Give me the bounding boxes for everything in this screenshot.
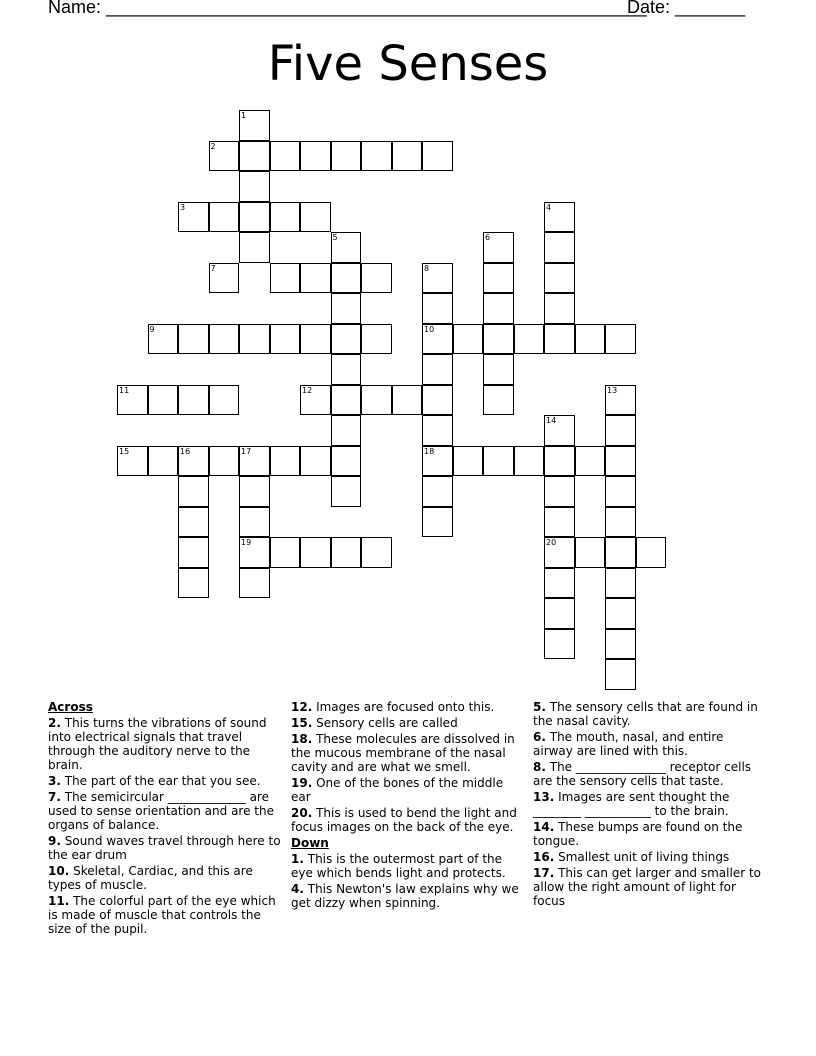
grid-cell[interactable] [361,263,392,294]
clue-number-label: 5 [332,233,338,242]
clue-text: Images are sent thought the ________ ___________ to the brain. [533,790,730,818]
grid-cell[interactable] [422,324,453,355]
grid-cell[interactable] [117,446,148,477]
grid-cell[interactable] [270,202,301,233]
clue-text: One of the bones of the middle ear [291,776,504,804]
clue-number-label: 14 [546,416,557,425]
clue-number-label: 2 [210,141,216,151]
grid-cell[interactable] [422,263,453,294]
clue-number-label: 8 [424,263,430,273]
grid-cell[interactable] [605,629,636,660]
grid-cell[interactable] [331,415,362,446]
clue-text: This is the outermost part of the eye which bends light and protects. [291,852,506,880]
clue-text: The colorful part of the eye which is made of muscle that controls the size of the pupil. [48,894,276,936]
clue-item [48,834,284,862]
clue-number: 18. [291,732,313,746]
grid-cell[interactable] [514,446,545,477]
grid-cell[interactable] [331,385,362,416]
clue-number: 12. [291,700,313,714]
grid-cell[interactable] [331,537,362,568]
clue-item [291,776,523,804]
grid-cell[interactable] [361,385,392,416]
clue-item [48,790,284,832]
grid-cell[interactable] [178,537,209,568]
grid-cell[interactable] [209,324,240,355]
grid-cell[interactable] [605,415,636,446]
grid-cell[interactable] [422,141,453,172]
grid-cell[interactable] [483,263,514,294]
grid-cell[interactable] [300,446,331,477]
clue-number-label: 16 [180,446,191,456]
clue-text: The semicircular _____________ are used to sense orientation and are the organs of balance. [48,790,274,832]
grid-cell[interactable] [483,446,514,477]
clue-column-2 [291,700,523,912]
grid-cell[interactable] [483,324,514,355]
clue-text: Skeletal, Cardiac, and this are types of muscle. [48,864,253,892]
grid-cell[interactable] [239,537,270,568]
clue-text: These bumps are found on the tongue. [533,820,743,848]
grid-cell[interactable] [209,141,240,172]
clue-number: 19. [291,776,313,790]
clue-item [533,850,767,864]
clue-item [291,732,523,774]
grid-cell[interactable] [605,385,636,416]
grid-cell[interactable] [239,141,270,172]
clue-number: 11. [48,894,70,908]
clue-number: 14. [533,820,555,834]
clue-item [533,760,767,788]
clue-number-label: 12 [302,385,313,395]
grid-cell[interactable] [605,324,636,355]
grid-cell[interactable] [392,385,423,416]
grid-cell[interactable] [361,324,392,355]
grid-cell[interactable] [209,263,240,294]
across-heading: Across [48,700,93,714]
clue-column-1 [48,700,284,938]
grid-cell[interactable] [422,476,453,507]
grid-cell[interactable] [544,263,575,294]
clue-item [291,716,523,730]
grid-cell[interactable] [605,537,636,568]
grid-cell[interactable] [636,537,667,568]
clue-item [533,730,767,758]
clue-number-label: 3 [180,202,186,212]
grid-cell[interactable] [483,385,514,416]
clue-item [291,806,523,834]
grid-cell[interactable] [270,263,301,294]
grid-cell[interactable] [300,141,331,172]
grid-cell[interactable] [117,385,148,416]
clue-number: 10. [48,864,70,878]
grid-cell[interactable] [178,446,209,477]
clue-number-label: 20 [546,538,557,547]
clue-text: These molecules are dissolved in the mucous membrane of the nasal cavity and are what we smell. [291,732,515,774]
grid-cell[interactable] [361,141,392,172]
grid-cell[interactable] [483,354,514,385]
name-field[interactable]: Name: ______________________________________________________ [48,0,647,17]
grid-cell[interactable] [270,324,301,355]
grid-cell[interactable] [331,324,362,355]
grid-cell[interactable] [544,476,575,507]
grid-cell[interactable] [270,141,301,172]
grid-cell[interactable] [300,263,331,294]
grid-cell[interactable] [178,324,209,355]
grid-cell[interactable] [331,476,362,507]
grid-cell[interactable] [453,324,484,355]
clue-number: 1. [291,852,304,866]
grid-cell[interactable] [422,446,453,477]
grid-cell[interactable] [392,141,423,172]
clue-item [48,894,284,936]
grid-cell[interactable] [239,507,270,538]
grid-cell[interactable] [514,324,545,355]
clue-text: Sound waves travel through here to the ear drum [48,834,281,862]
grid-cell[interactable] [300,324,331,355]
grid-cell[interactable] [178,507,209,538]
grid-cell[interactable] [544,568,575,599]
clue-number: 13. [533,790,555,804]
clue-item [533,700,767,728]
clue-number-label: 9 [149,324,155,334]
clue-text: Sensory cells are called [312,716,458,730]
clue-number: 6. [533,730,546,744]
clue-text: The mouth, nasal, and entire airway are lined with this. [533,730,724,758]
clue-column-3 [533,700,767,910]
page-title: Five Senses [267,36,549,92]
grid-cell[interactable] [239,171,270,202]
down-heading: Down [291,836,329,850]
grid-cell[interactable] [483,232,514,263]
grid-cell[interactable] [209,385,240,416]
grid-cell[interactable] [331,141,362,172]
clue-number-label: 19 [241,538,252,547]
grid-cell[interactable] [331,354,362,385]
grid-cell[interactable] [148,324,179,355]
clue-text: This is used to bend the light and focus images on the back of the eye. [291,806,517,834]
clue-text: This Newton's law explains why we get dizzy when spinning. [291,882,519,910]
clue-number-label: 15 [119,446,130,456]
grid-cell[interactable] [575,446,606,477]
clue-number: 4. [291,882,304,896]
clue-number-label: 18 [424,446,435,456]
clue-text: This turns the vibrations of sound into electrical signals that travel through the auditory nerve to the brain. [48,716,267,772]
grid-cell[interactable] [544,629,575,660]
grid-cell[interactable] [148,385,179,416]
clue-number: 17. [533,866,555,880]
grid-cell[interactable] [331,263,362,294]
grid-cell[interactable] [422,385,453,416]
grid-cell[interactable] [209,202,240,233]
grid-cell[interactable] [422,354,453,385]
grid-cell[interactable] [453,446,484,477]
clue-text: The sensory cells that are found in the nasal cavity. [533,700,758,728]
grid-cell[interactable] [575,324,606,355]
clue-item [291,700,523,714]
clue-number-label: 11 [119,385,130,395]
grid-cell[interactable] [605,659,636,690]
clue-item [48,716,284,772]
clue-text: The _______________ receptor cells are the sensory cells that taste. [533,760,752,788]
clue-item [48,864,284,892]
clue-number-label: 10 [424,324,435,334]
grid-cell[interactable] [331,232,362,263]
grid-cell[interactable] [239,202,270,233]
clue-number-label: 13 [607,385,618,395]
grid-cell[interactable] [605,476,636,507]
grid-cell[interactable] [178,385,209,416]
grid-cell[interactable] [483,293,514,324]
grid-cell[interactable] [331,446,362,477]
grid-cell[interactable] [605,446,636,477]
grid-cell[interactable] [544,446,575,477]
grid-cell[interactable] [239,568,270,599]
clue-number-label: 17 [241,446,252,456]
grid-cell[interactable] [270,537,301,568]
grid-cell[interactable] [544,537,575,568]
clue-text: Smallest unit of living things [554,850,730,864]
clue-number: 15. [291,716,313,730]
grid-cell[interactable] [331,293,362,324]
grid-cell[interactable] [422,415,453,446]
grid-cell[interactable] [544,202,575,233]
grid-cell[interactable] [209,446,240,477]
grid-cell[interactable] [544,415,575,446]
clue-item [291,852,523,880]
clue-item [48,774,284,788]
grid-cell[interactable] [148,446,179,477]
clue-number: 16. [533,850,555,864]
grid-cell[interactable] [300,537,331,568]
clue-number: 7. [48,790,61,804]
clue-item [533,820,767,848]
clue-number: 9. [48,834,61,848]
grid-cell[interactable] [178,202,209,233]
grid-cell[interactable] [544,507,575,538]
clue-number-label: 7 [210,263,216,273]
clue-number: 2. [48,716,61,730]
grid-cell[interactable] [300,202,331,233]
clue-text: This can get larger and smaller to allow the right amount of light for focus [533,866,761,908]
grid-cell[interactable] [178,476,209,507]
clue-item [533,790,767,818]
clue-number-label: 1 [241,111,247,120]
grid-cell[interactable] [300,385,331,416]
clue-text: Images are focused onto this. [312,700,495,714]
grid-cell[interactable] [575,537,606,568]
grid-cell[interactable] [239,446,270,477]
clue-number: 8. [533,760,546,774]
grid-cell[interactable] [544,598,575,629]
grid-cell[interactable] [605,507,636,538]
date-field[interactable]: Date: _______ [627,0,746,17]
clue-number: 3. [48,774,61,788]
clue-item [533,866,767,908]
grid-cell[interactable] [422,507,453,538]
grid-cell[interactable] [544,293,575,324]
grid-cell[interactable] [361,537,392,568]
grid-cell[interactable] [270,446,301,477]
clue-text: The part of the ear that you see. [60,774,261,788]
clue-number-label: 6 [485,233,491,242]
grid-cell[interactable] [239,476,270,507]
clue-number: 5. [533,700,546,714]
grid-cell[interactable] [239,324,270,355]
grid-cell[interactable] [239,232,270,263]
grid-cell[interactable] [422,293,453,324]
grid-cell[interactable] [605,568,636,599]
grid-cell[interactable] [239,110,270,141]
grid-cell[interactable] [544,232,575,263]
clue-number-label: 4 [546,202,552,212]
clue-item [291,882,523,910]
grid-cell[interactable] [544,324,575,355]
grid-cell[interactable] [605,598,636,629]
grid-cell[interactable] [178,568,209,599]
clue-number: 20. [291,806,313,820]
